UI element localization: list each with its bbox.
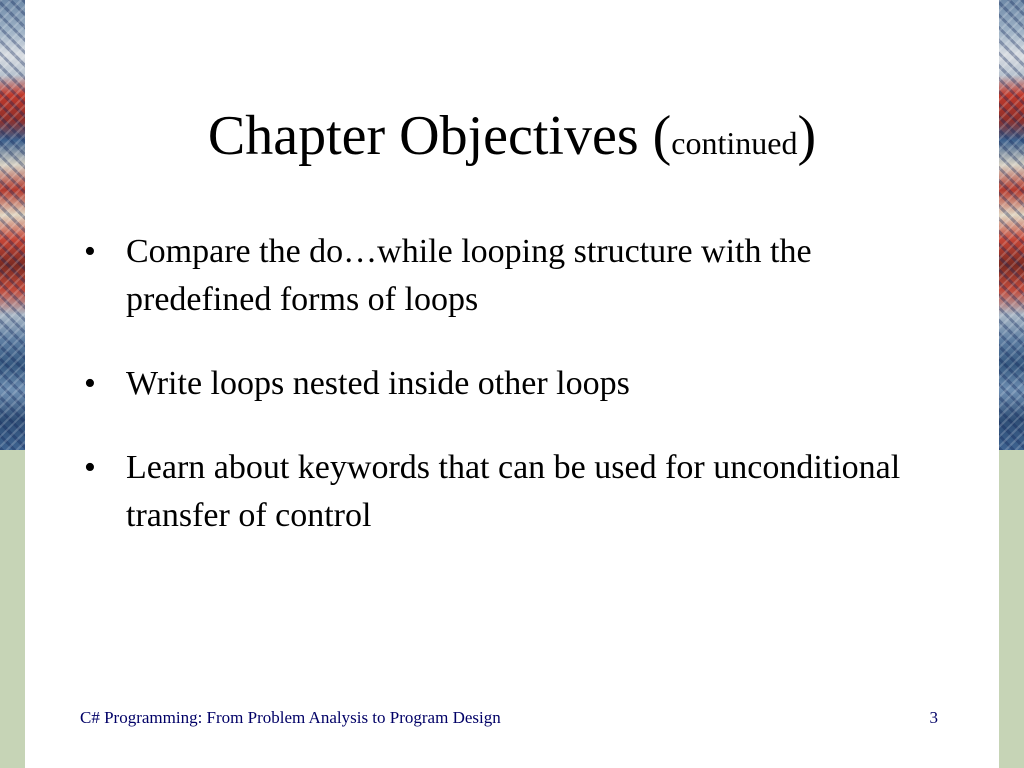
bullet-marker: • — [84, 449, 96, 486]
slide-title — [0, 100, 1024, 179]
right-strip-photo — [999, 0, 1024, 450]
title-continued: continued — [671, 125, 798, 161]
bullet-list — [80, 228, 960, 576]
bullet-item — [80, 228, 960, 324]
title-main: Chapter Objectives ( — [207, 105, 672, 167]
right-strip-green-band — [999, 450, 1024, 768]
left-strip-photo — [0, 0, 25, 450]
bullet-marker: • — [84, 365, 96, 402]
bullet-text: Learn about keywords that can be used for unconditional transfer of control — [126, 449, 901, 534]
page-number: 3 — [929, 708, 938, 727]
bullet-item — [80, 444, 960, 540]
bullet-item — [80, 360, 960, 408]
bullet-text: Compare the do…while looping structure with the predefined forms of loops — [126, 233, 812, 318]
left-strip-green-band — [0, 450, 25, 768]
title-close-paren: ) — [797, 105, 817, 167]
bullet-text: Write loops nested inside other loops — [126, 365, 630, 402]
footer-book-title: C# Programming: From Problem Analysis to Program Design — [80, 708, 501, 727]
bullet-marker: • — [84, 233, 96, 270]
